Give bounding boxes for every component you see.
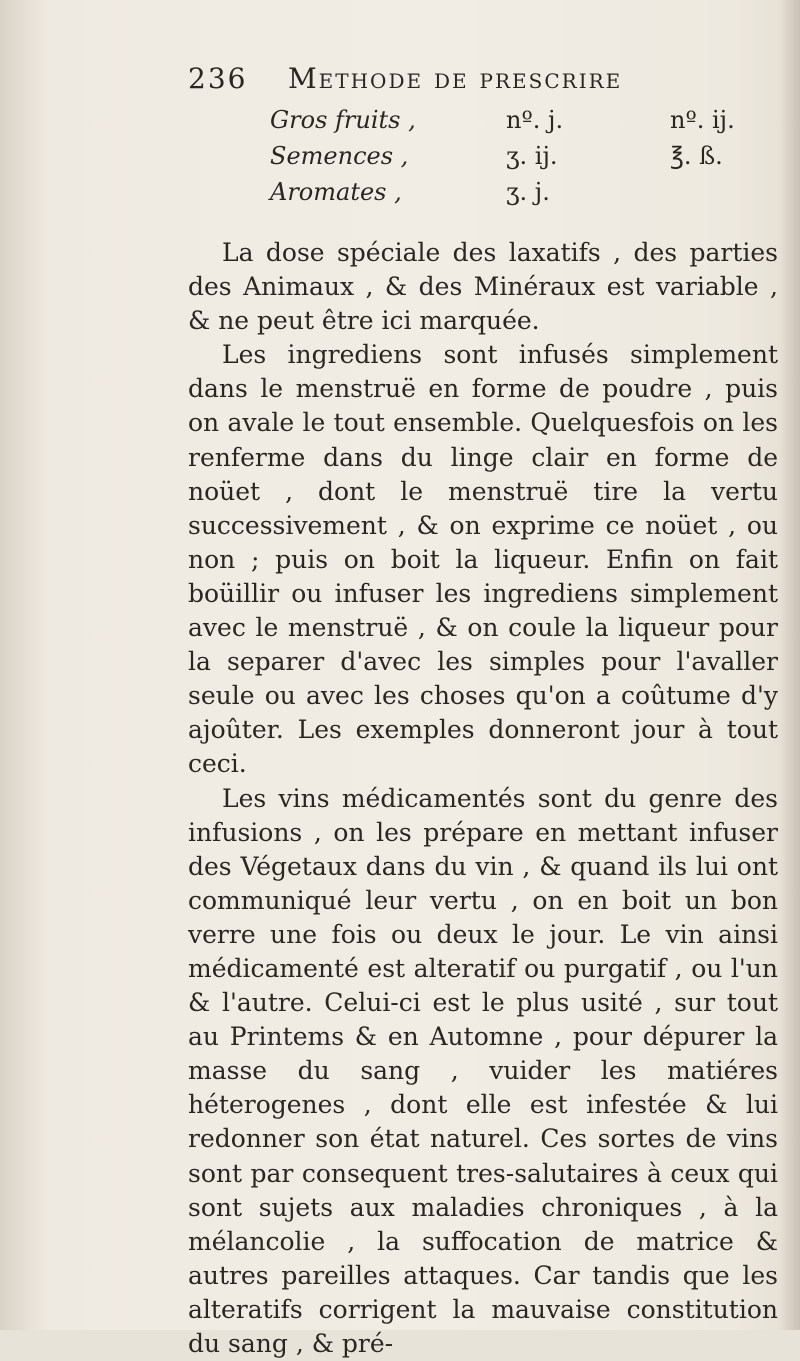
paragraph-ingrediens: Les ingrediens sont infusés simplement dans le menstruë en forme de poudre , puis on avale le tout ensemble. Quelquesfois on les renferme dans du linge clair en forme de noüet , dont le menstruë tire la vertu successivement , & on exprime ce noüet , ou non ; puis on boit la liqueur. Enfin on fait boüillir ou infuser les ingrediens simplement avec le menstruë , & on coule la liqueur pour la separer d'avec les simples pour l'avaller seule ou avec les choses qu'on a coûtume d'y ajoûter. Les exemples donneront jour à tout ceci.: [188, 338, 778, 781]
running-head-title: Methode de prescrire: [288, 62, 622, 95]
dosage-value-a: ʒ. ij.: [506, 142, 670, 170]
body-text: [188, 236, 778, 1361]
dosage-row: [270, 142, 770, 178]
paragraph-vins: Les vins médicamentés sont du genre des infusions , on les prépare en mettant infuser des Végetaux dans du vin , & quand ils lui ont communiqué leur vertu , on en boit un bon verre une fois ou deux le jour. Le vin ainsi médicamenté est alteratif ou purgatif , ou l'un & l'autre. Celui-ci est le plus usité , sur tout au Printems & en Automne , pour dépurer la masse du sang , vuider les matiéres héterogenes , dont elle est infestée & lui redonner son état naturel. Ces sortes de vins sont par consequent tres-salutaires à ceux qui sont sujets aux maladies chroniques , à la mélancolie , la suffocation de matrice & autres pareilles attaques. Car tandis que les alteratifs corrigent la mauvaise constitution du sang , & pré-: [188, 782, 778, 1361]
running-head: [188, 62, 688, 95]
dosage-row: [270, 178, 770, 214]
dosage-table: [270, 106, 770, 214]
page-number: 236: [188, 62, 288, 95]
dosage-label: Aromates ,: [270, 178, 506, 206]
page-edge-shadow: [780, 0, 800, 1330]
dosage-label: Semences ,: [270, 142, 506, 170]
paragraph-dose: La dose spéciale des laxatifs , des parties des Animaux , & des Minéraux est variable , & ne peut être ici marquée.: [188, 236, 778, 338]
dosage-value-b: ℥. ß.: [670, 142, 770, 170]
dosage-value-a: nº. j.: [506, 106, 670, 134]
dosage-value-a: ʒ. j.: [506, 178, 670, 206]
dosage-value-b: nº. ij.: [670, 106, 770, 134]
dosage-label: Gros fruits ,: [270, 106, 506, 134]
dosage-row: [270, 106, 770, 142]
